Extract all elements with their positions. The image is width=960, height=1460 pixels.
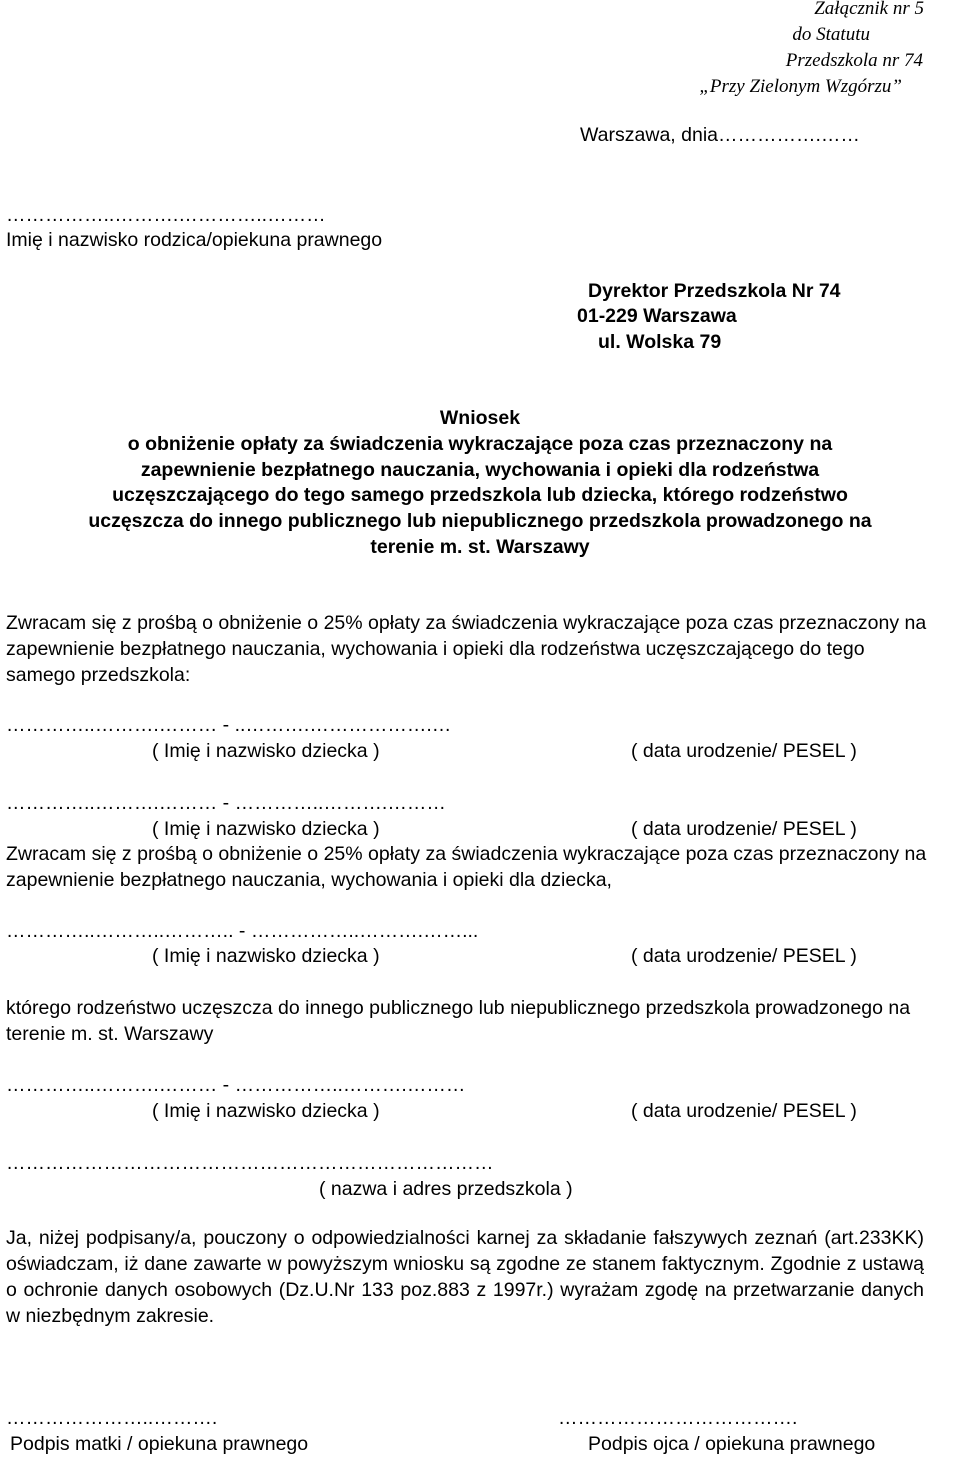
section1-child1-name-label: ( Imię i nazwisko dziecka ) [152, 740, 380, 762]
annex-line-1: Załącznik nr 5 [814, 0, 924, 19]
annex-line-4: „Przy Zielonym Wzgórzu” [699, 76, 902, 97]
signature-father-label: Podpis ojca / opiekuna prawnego [588, 1433, 876, 1455]
school-dots: ………………………………………………………………… [6, 1152, 494, 1174]
title-line-1: o obniżenie opłaty za świadczenia wykraczające poza czas przeznaczony na [127, 433, 833, 455]
section2-sibling-name-label: ( Imię i nazwisko dziecka ) [152, 1100, 380, 1122]
parent-name-dots: ……………..……….…………..……… [6, 204, 326, 226]
recipient-line-2: 01-229 Warszawa [577, 305, 737, 327]
section1-child2-name-label: ( Imię i nazwisko dziecka ) [152, 818, 380, 840]
title-line-2: zapewnienie bezpłatnego nauczania, wychowania i opieki dla rodzeństwa [140, 459, 820, 481]
title-line-4: uczęszcza do innego publicznego lub niepublicznego przedszkola prowadzonego na [88, 510, 872, 532]
place-date: Warszawa, dnia…………….…… [580, 124, 860, 146]
section1-child2-dots: …………..……….……… - …………..……….……… [6, 792, 446, 814]
section2-child-date-label: ( data urodzenie/ PESEL ) [631, 945, 857, 967]
section1-child2-date-label: ( data urodzenie/ PESEL ) [631, 818, 857, 840]
document-heading: Wniosek [439, 407, 521, 429]
section2-sibling-date-label: ( data urodzenie/ PESEL ) [631, 1100, 857, 1122]
section1-request-text: Zwracam się z prośbą o obniżenie o 25% opłaty za świadczenia wykraczające poza czas przeznaczony na zapewnienie bezpłatnego nauczania, wychowania i opieki dla rodzeństwa uczęszczającego do tego samego przedszkola: [6, 612, 927, 686]
section1-child1-date-label: ( data urodzenie/ PESEL ) [631, 740, 857, 762]
section2-sibling-text: którego rodzeństwo uczęszcza do innego publicznego lub niepublicznego przedszkola prowadzonego na terenie m. st. Warszawy [6, 997, 911, 1045]
title-line-3: uczęszczającego do tego samego przedszkola lub dziecka, którego rodzeństwo [112, 484, 848, 506]
parent-name-label: Imię i nazwisko rodzica/opiekuna prawnego [6, 229, 383, 251]
section2-sibling-dots: …………..……….……… - ……………..……….……… [6, 1074, 466, 1096]
signature-father-dots: ………………………………. [558, 1407, 798, 1429]
recipient-line-3: ul. Wolska 79 [598, 331, 722, 353]
annex-line-3: Przedszkola nr 74 [785, 50, 923, 71]
title-line-5: terenie m. st. Warszawy [370, 536, 590, 558]
school-label: ( nazwa i adres przedszkola ) [319, 1178, 573, 1200]
annex-line-2: do Statutu [792, 24, 870, 45]
declaration-text: Ja, niżej podpisany/a, pouczony o odpowiedzialności karnej za składanie fałszywych zeznań (art.233KK) oświadczam, iż dane zawarte w powyższym wniosku są zgodne ze stanem faktycznym. Zgodnie z ustawą o ochronie danych osobowych (Dz.U.Nr 133 poz.883 z 1997r.) wyrażam zgodę na przetwarzanie danych w niezbędnym zakresie. [6, 1227, 924, 1327]
section1-child1-dots: …………..……….……… - ..……….……………….… [6, 714, 452, 736]
signature-mother-label: Podpis matki / opiekuna prawnego [10, 1433, 309, 1455]
recipient-line-1: Dyrektor Przedszkola Nr 74 [588, 280, 841, 302]
section2-child-dots: …………..………..……….. - ……………..……….……... [6, 920, 479, 942]
section2-request-text: Zwracam się z prośbą o obniżenie o 25% opłaty za świadczenia wykraczające poza czas przeznaczony na zapewnienie bezpłatnego nauczania, wychowania i opieki dla dziecka, [6, 843, 927, 891]
signature-mother-dots: …………………..………. [6, 1407, 218, 1429]
section2-child-name-label: ( Imię i nazwisko dziecka ) [152, 945, 380, 967]
